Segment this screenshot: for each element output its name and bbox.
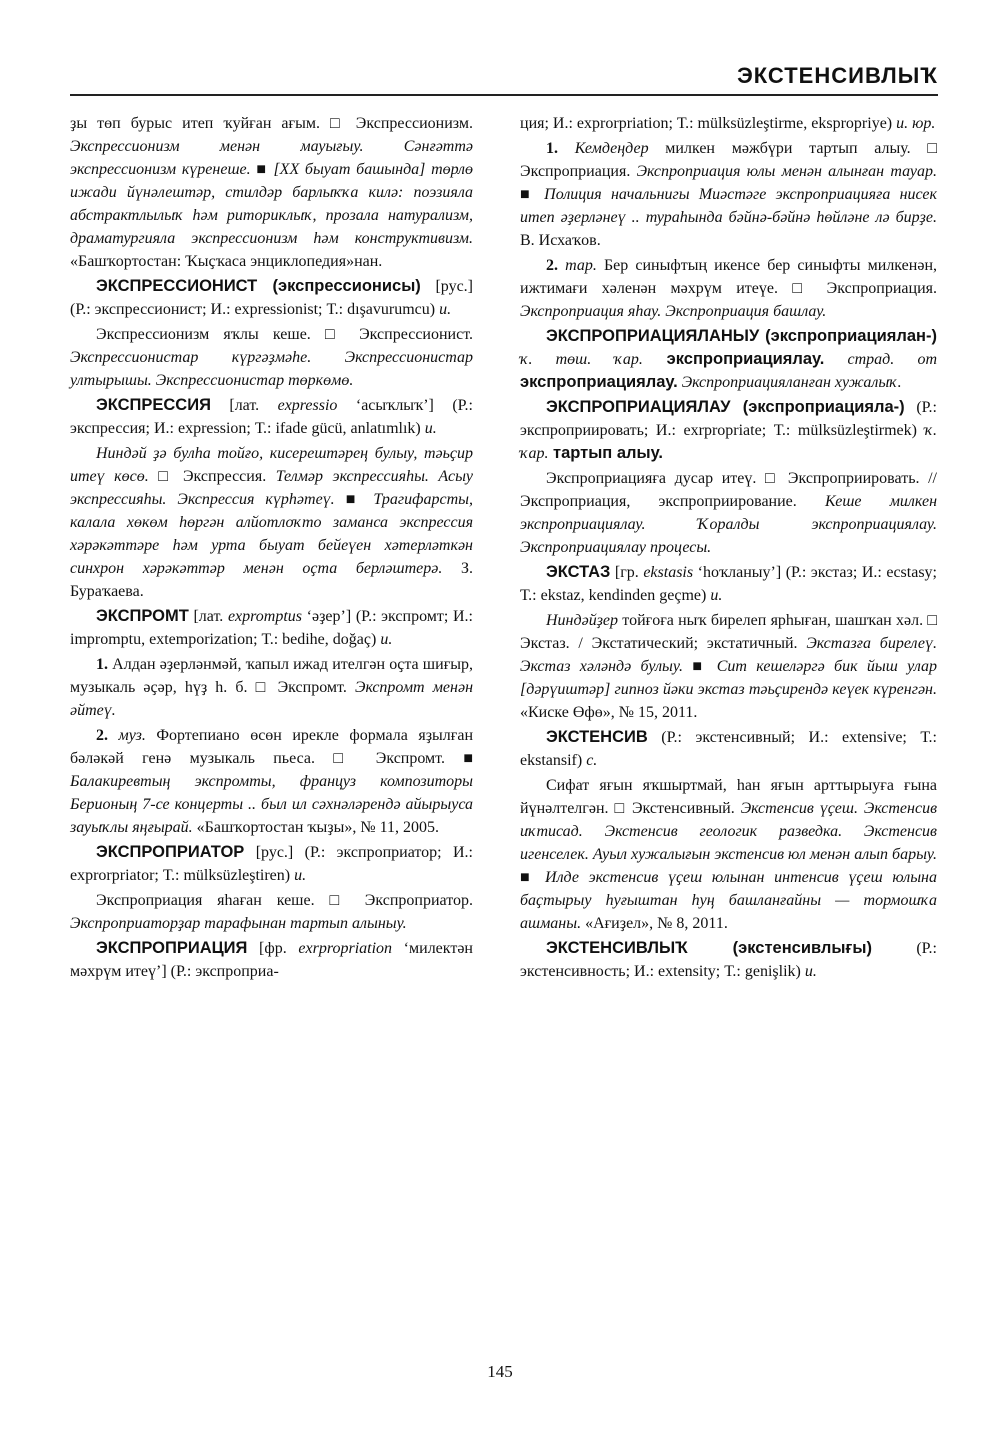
- italic-text: Экстазға бирелеү. Экстаз хәләндә булыу.: [520, 635, 937, 675]
- italic-text: [XX быуат башында] төрлө ижади йүнәлештәр, стилдәр барлыҡҡа килә: поэзияла абстрактлылыҡ һәм риториклыҡ, прозала натурализм, драматургияла экспрессионизм һәм конструктивизм.: [70, 161, 474, 247]
- text-run: [рус.] (Р.: экспрессионист; И.: expressionist; Т.: dışavurumcu): [70, 278, 474, 318]
- italic-text: Экспрессионистар күргәҙмәһе. Экспрессионистар ултырышы. Экспрессионистар төркөмө.: [70, 349, 473, 389]
- italic-text: ҡар.: [591, 351, 643, 368]
- entry-paragraph: [70, 442, 473, 603]
- dictionary-entry: [520, 561, 937, 607]
- text-run: [фр.: [247, 940, 299, 957]
- italic-text: Экспромт менән әйтеү.: [70, 679, 474, 719]
- text-run: □ Экспрессия.: [148, 468, 276, 485]
- entry-paragraph: [520, 774, 937, 935]
- text-run: ■: [520, 869, 546, 886]
- text-run: Экспрессионизм яҡлы кеше. □ Экспрессионист.: [96, 326, 473, 343]
- headword: ЭКСТЕНСИВ: [546, 728, 648, 746]
- dictionary-entry: [70, 394, 473, 440]
- text-run: ция; И.: exprorpriation; Т.: mülksüzleştirme, ekspropriye): [520, 115, 897, 132]
- italic-text: с.: [586, 752, 598, 769]
- italic-text: муз.: [108, 727, 146, 744]
- italic-text: Экспроприацияланған хужалыҡ.: [677, 374, 902, 391]
- italic-text: Илде экстенсив үҫеш юлынан интенсив үҫеш юлына баҫтырыу һуғыштан һуң башланғайны — тормошҡа ашманы.: [520, 869, 937, 932]
- italic-text: и.: [439, 301, 452, 318]
- italic-text: Трагифарсты, калала хөкөм һөргән алйотлоҡто заманса экспрессия хәрәкәттәре һәм урта быуат бейеүен хәтерләткән синхрон хәрәкәттәр менән оҫта берләштерә.: [70, 491, 473, 577]
- text-run: Экспроприацияға дусар итеү. □ Экспроприировать. // Экспроприация, экспроприирование.: [520, 470, 937, 510]
- dictionary-entry: [70, 605, 473, 651]
- text-run: ■: [682, 658, 717, 675]
- right-column: [520, 112, 937, 985]
- dictionary-entry: [70, 841, 473, 887]
- italic-text: expromptus: [227, 608, 302, 625]
- headword: ЭКСПРОПРИАЦИЯ: [96, 939, 248, 957]
- text-run: З. Бураҡаева.: [70, 560, 473, 600]
- text-run: Экспроприация яһаған кеше. □ Экспроприатор.: [96, 892, 473, 909]
- italic-text: ekstasis: [643, 564, 694, 581]
- text-run: Фортепиано өсөн ирекле формала яҙылған бәләкәй генә музыкаль пьеса. □ Экспромт. ■: [70, 727, 474, 767]
- page-number: 145: [487, 1362, 513, 1381]
- italic-text: expressio: [277, 397, 338, 414]
- italic-text: Экспрессионизм менән мауығыу. Сәнғәттә экспрессионизм күренеше.: [70, 138, 473, 178]
- entry-paragraph: [70, 323, 473, 392]
- italic-text: от: [894, 351, 938, 368]
- left-column: [70, 112, 473, 985]
- headword: ЭКСПРЕССИЯ: [96, 396, 211, 414]
- dictionary-entry: [70, 937, 473, 983]
- running-head: ЭКСТЕНСИВЛЫҠ: [70, 58, 938, 96]
- entry-paragraph: [70, 653, 473, 722]
- headword: ЭКСПРОПРИАТОР: [96, 843, 245, 861]
- headword: экспроприациялау.: [642, 350, 825, 368]
- text-run: ‘һоҡланыу’] (Р.: экстаз; И.: ecstasy; Т.: ekstaz, kendinden geçme): [520, 564, 937, 604]
- italic-text: Экспроприация юлы менән алынған тауар.: [636, 163, 937, 180]
- italic-text: Кеше милкен экспроприациялау. Ҡоралды экспроприациялау. Экспроприациялау процесы.: [520, 493, 938, 556]
- entry-paragraph: [520, 254, 937, 323]
- text-run: ■: [520, 186, 545, 203]
- italic-text: Ниндәйҙер: [546, 612, 619, 629]
- italic-text: Экспроприация яһау. Экспроприация башлау.: [520, 303, 827, 320]
- italic-text: и.: [294, 867, 307, 884]
- text-run: (Р.: экстенсивный; И.: extensive; Т.: ekstansif): [520, 729, 937, 769]
- text-run: ‘милектән мәхрүм итеү’] (Р.: экспроприа-: [70, 940, 473, 980]
- dictionary-entry: [520, 726, 937, 772]
- text-run: милкен мәжбүри тартып алыу. □ Экспроприация.: [520, 140, 938, 180]
- headword: тартып алыу.: [548, 444, 663, 462]
- entry-paragraph: [520, 112, 937, 135]
- italic-text: и.: [380, 631, 393, 648]
- entry-paragraph: [520, 137, 937, 252]
- sense-number: 1.: [546, 140, 558, 157]
- italic-text: и.: [710, 587, 723, 604]
- text-run: «Башҡортостан: Ҡыҫҡаса энциклопедия»нан.: [70, 253, 383, 270]
- text-run: [гр.: [610, 564, 644, 581]
- italic-text: Сит кешеләргә бик йыш улар [дәрүиштәр] гипноз йәки экстаз тәьҫирендә кеүек күренгән.: [520, 658, 938, 698]
- headword: ЭКСПРЕССИОНИСТ (экспрессионисы): [96, 277, 421, 295]
- headword: ЭКСТАЗ: [546, 563, 611, 581]
- entry-paragraph: [70, 724, 473, 839]
- headword: ЭКСПРОПРИАЦИЯЛАНЫУ (экспроприациялан-): [546, 327, 937, 345]
- text-run: [рус.] (Р.: экспроприатор; И.: exprorpriator; Т.: mülksüzleştiren): [70, 844, 473, 884]
- italic-text: Балакиревтың экспромты, француз композиторы Берионың 7-се концерты .. был ил сәхнәләрендә айырыуса зауыҡлы яңғырай.: [70, 773, 473, 836]
- text-run: В. Исхаҡов.: [520, 232, 601, 249]
- text-run: ‘асыҡлыҡ’] (Р.: экспрессия; И.: expression; Т.: ifade gücü, anlatımlık): [70, 397, 473, 437]
- headword: экспроприациялау.: [520, 373, 678, 391]
- text-run: ҙы төп бурыс итеп ҡуйған ағым. □ Экспрессионизм.: [70, 115, 473, 132]
- dictionary-entry: [70, 275, 473, 321]
- dictionary-entry: [520, 396, 937, 465]
- italic-text: Экстенсив үҫеш. Экстенсив иҡтисад. Экстенсив геологик разведка. Экстенсив игенселек. Ауыл хужалығын экстенсив юл менән алып барыу.: [520, 800, 938, 863]
- text-run: [лат.: [210, 397, 278, 414]
- sense-number: 2.: [96, 727, 108, 744]
- text-run: тойғоға ныҡ бирелеп ярһыған, шашҡан хәл. □ Экстаз. / Экстатический; экстатичный.: [520, 612, 937, 652]
- text-run: ‘әҙер’] (Р.: экспромт; И.: impromptu, extemporization; Т.: bedihe, doğaç): [70, 608, 473, 648]
- headword: ЭКСПРОПРИАЦИЯЛАУ (экспроприацияла-): [546, 398, 905, 416]
- headword: ЭКСТЕНСИВЛЫҠ (экстенсивлығы): [546, 939, 872, 957]
- italic-text: Телмәр экспрессияһы. Асыу экспрессияһы. Экспрессия күрһәтеү.: [70, 468, 474, 508]
- text-run: «Башҡортостан ҡыҙы», № 11, 2005.: [192, 819, 440, 836]
- sense-number: 2.: [546, 257, 558, 274]
- text-run: [лат.: [188, 608, 228, 625]
- text-run: (Р.: экстенсивность; И.: extensity; Т.: genişlik): [520, 940, 937, 980]
- dictionary-entry: [520, 937, 937, 983]
- entry-paragraph: [520, 467, 937, 559]
- text-run: (Р.: экспроприировать; И.: exrpropriate; Т.: mülksüzleştirmek): [520, 399, 937, 439]
- italic-text: тар.: [558, 257, 597, 274]
- text-run: «Ағиҙел», № 8, 2011.: [581, 915, 728, 932]
- text-run: «Киске Өфө», № 15, 2011.: [520, 704, 698, 721]
- italic-text: ҡ. төш.: [520, 351, 592, 368]
- entry-paragraph: [70, 112, 473, 273]
- dictionary-entry: [520, 325, 937, 394]
- text-run: ■: [250, 161, 274, 178]
- italic-text: Ниндәй ҙә булһа тойғо, кисерештәрең булыу, тәьҫир итеү көсө.: [70, 445, 473, 485]
- text-run: Алдан әҙерләнмәй, ҡапыл ижад ителгән оҫта шиғыр, музыкаль әҫәр, һүҙ һ. б. □ Экспромт.: [70, 656, 473, 696]
- italic-text: Экспроприаторҙар тарафынан тартып алыныу.: [70, 915, 407, 932]
- italic-text: exrpropriation: [298, 940, 393, 957]
- italic-text: ҡ. ҡар.: [520, 422, 937, 462]
- entry-paragraph: [520, 609, 937, 724]
- headword: ЭКСПРОМТ: [96, 607, 189, 625]
- text-run: ■: [334, 491, 374, 508]
- italic-text: и.: [424, 420, 437, 437]
- italic-text: Полиция начальнигы Миәстәге экспроприацияға нисек итеп әҙерләнеү .. тураһында бәйнә-бәйнә һөйләне лә бирҙе.: [520, 186, 937, 226]
- entry-paragraph: [70, 889, 473, 935]
- italic-text: Кемдеңдер: [558, 140, 649, 157]
- sense-number: 1.: [96, 656, 108, 673]
- text-run: Сифат яғын яҡшыртмай, һан яғын арттырыуға ғына йүнәлтелгән. □ Экстенсивный.: [520, 777, 937, 817]
- italic-text: и.: [804, 963, 817, 980]
- italic-text: страд.: [824, 351, 895, 368]
- text-run: Бер синыфтың икенсе бер синыфты милкенән, ижтимағи хәленән мәхрүм итеүе. □ Экспроприация.: [520, 257, 938, 297]
- italic-text: и. юр.: [896, 115, 936, 132]
